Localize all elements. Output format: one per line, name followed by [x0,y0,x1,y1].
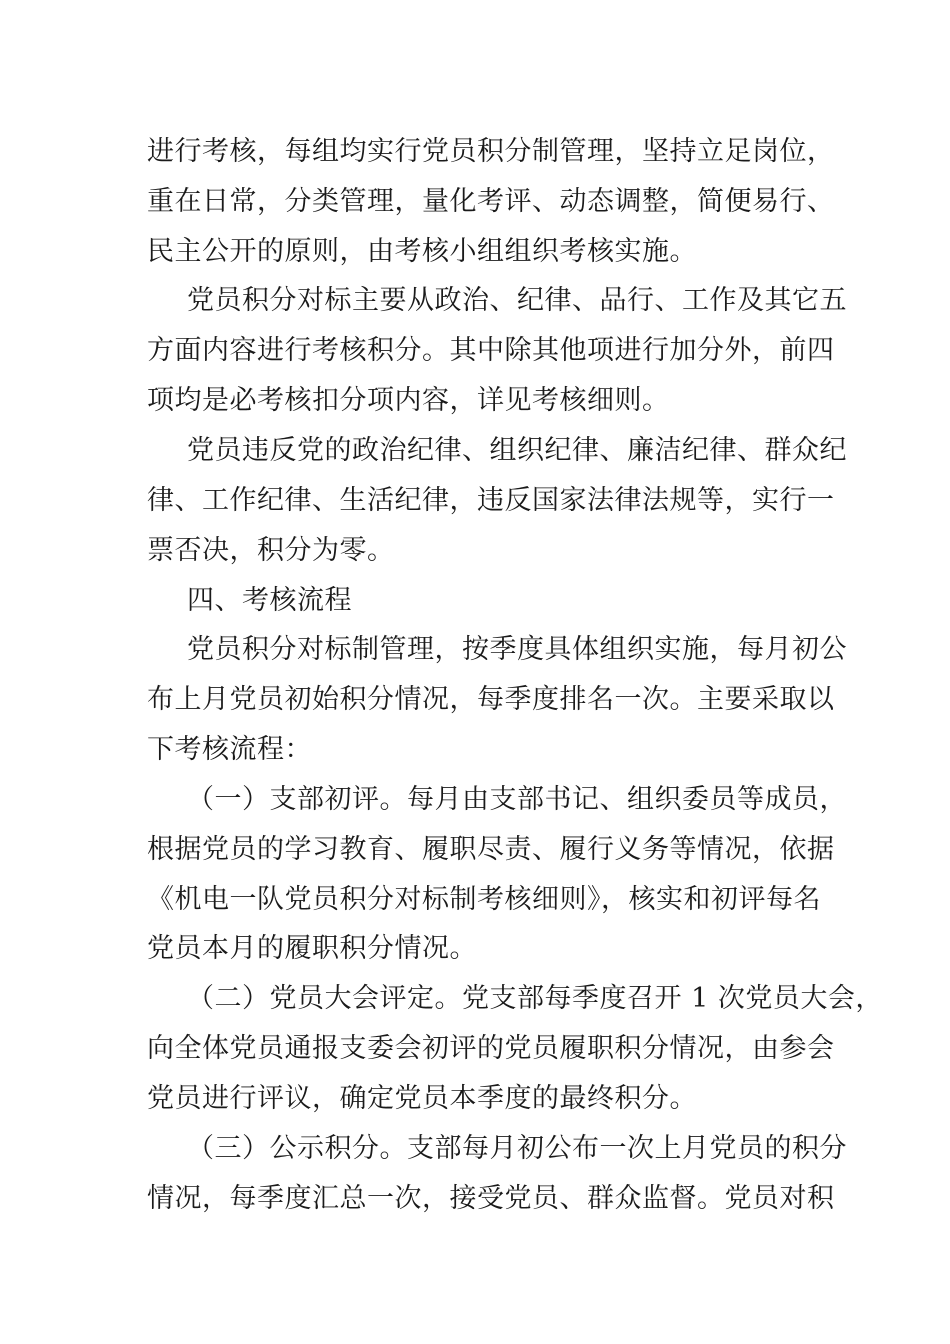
text-line: 情况，每季度汇总一次，接受党员、群众监督。党员对积 [147,1183,835,1214]
text-line: 票否决，积分为零。 [147,535,395,566]
text-line: 进行考核，每组均实行党员积分制管理，坚持立足岗位， [147,136,835,167]
paragraph-start: （三）公示积分。支部每月初公布一次上月党员的积分 [187,1133,847,1164]
text-line: 律、工作纪律、生活纪律，违反国家法律法规等，实行一 [147,485,835,516]
text-line: 《机电一队党员积分对标制考核细则》，核实和初评每名 [147,884,821,915]
text-line: 根据党员的学习教育、履职尽责、履行义务等情况，依据 [147,834,835,865]
text-line: 党员本月的履职积分情况。 [147,933,477,964]
paragraph-start: 党员违反党的政治纪律、组织纪律、廉洁纪律、群众纪 [187,435,847,466]
text-line: 向全体党员通报支委会初评的党员履职积分情况，由参会 [147,1033,835,1064]
text-line: 重在日常，分类管理，量化考评、动态调整，简便易行、 [147,186,835,217]
text-line: 项均是必考核扣分项内容，详见考核细则。 [147,385,670,416]
paragraph-start: 党员积分对标制管理，按季度具体组织实施，每月初公 [187,634,847,665]
text-line: 方面内容进行考核积分。其中除其他项进行加分外，前四 [147,335,835,366]
text-line: 布上月党员初始积分情况，每季度排名一次。主要采取以 [147,684,835,715]
text-line: 下考核流程： [147,734,312,765]
paragraph-start: （二）党员大会评定。党支部每季度召开 1 次党员大会， [187,983,883,1014]
section-heading: 四、考核流程 [187,585,352,616]
text-line: 党员进行评议，确定党员本季度的最终积分。 [147,1083,697,1114]
paragraph-start: （一）支部初评。每月由支部书记、组织委员等成员， [187,784,847,815]
text-line: 民主公开的原则，由考核小组组织考核实施。 [147,236,697,267]
paragraph-start: 党员积分对标主要从政治、纪律、品行、工作及其它五 [187,285,847,316]
